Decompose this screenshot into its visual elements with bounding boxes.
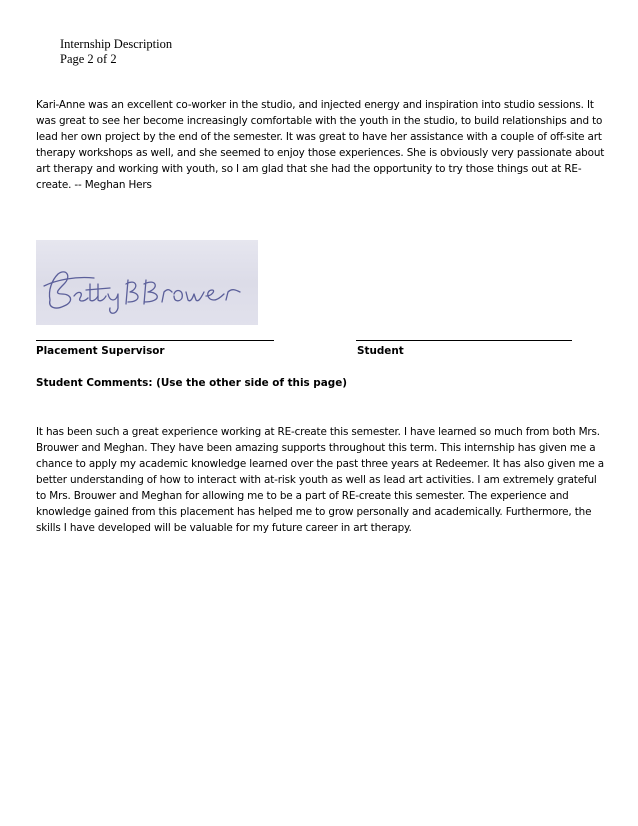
student-signature-line <box>356 340 572 341</box>
student-label: Student <box>357 345 404 357</box>
student-comment-paragraph: It has been such a great experience working at RE-create this semester. I have learned so much from both Mrs. Brouwer and Meghan. They have been amazing supports throughout this term. This internship has given me a chance to apply my academic knowledge learned over the past three years at Redeemer. It has also given me a better understanding of how to interact with at-risk youth as well as lead art activities. I am extremely grateful to Mrs. Brouwer and Meghan for allowing me to be a part of RE-create this semester. The experience and knowledge gained from this placement has helped me to grow personally and academically. Furthermore, the skills I have developed will be valuable for my future career in art therapy. <box>36 426 605 534</box>
document-title: Internship Description <box>60 37 173 51</box>
supervisor-signature-line <box>36 340 274 341</box>
student-comments-heading: Student Comments: (Use the other side of this page) <box>36 377 347 389</box>
document-header <box>60 37 172 67</box>
handwritten-signature <box>36 240 258 325</box>
page-number: Page 2 of 2 <box>60 52 117 66</box>
supervisor-comment-paragraph: Kari-Anne was an excellent co-worker in the studio, and injected energy and inspiration into studio sessions. It was great to see her become increasingly comfortable with the youth in the studio, to build relationships and to lead her own project by the end of the semester. It was great to have her assistance with a couple of off-site art therapy workshops as well, and she seemed to enjoy those experiences. She is obviously very passionate about art therapy and working with youth, so I am glad that she had the opportunity to try those things out at RE-create. -- Meghan Hers <box>36 99 605 191</box>
placement-supervisor-label: Placement Supervisor <box>36 345 165 357</box>
supervisor-signature-image <box>36 240 258 325</box>
